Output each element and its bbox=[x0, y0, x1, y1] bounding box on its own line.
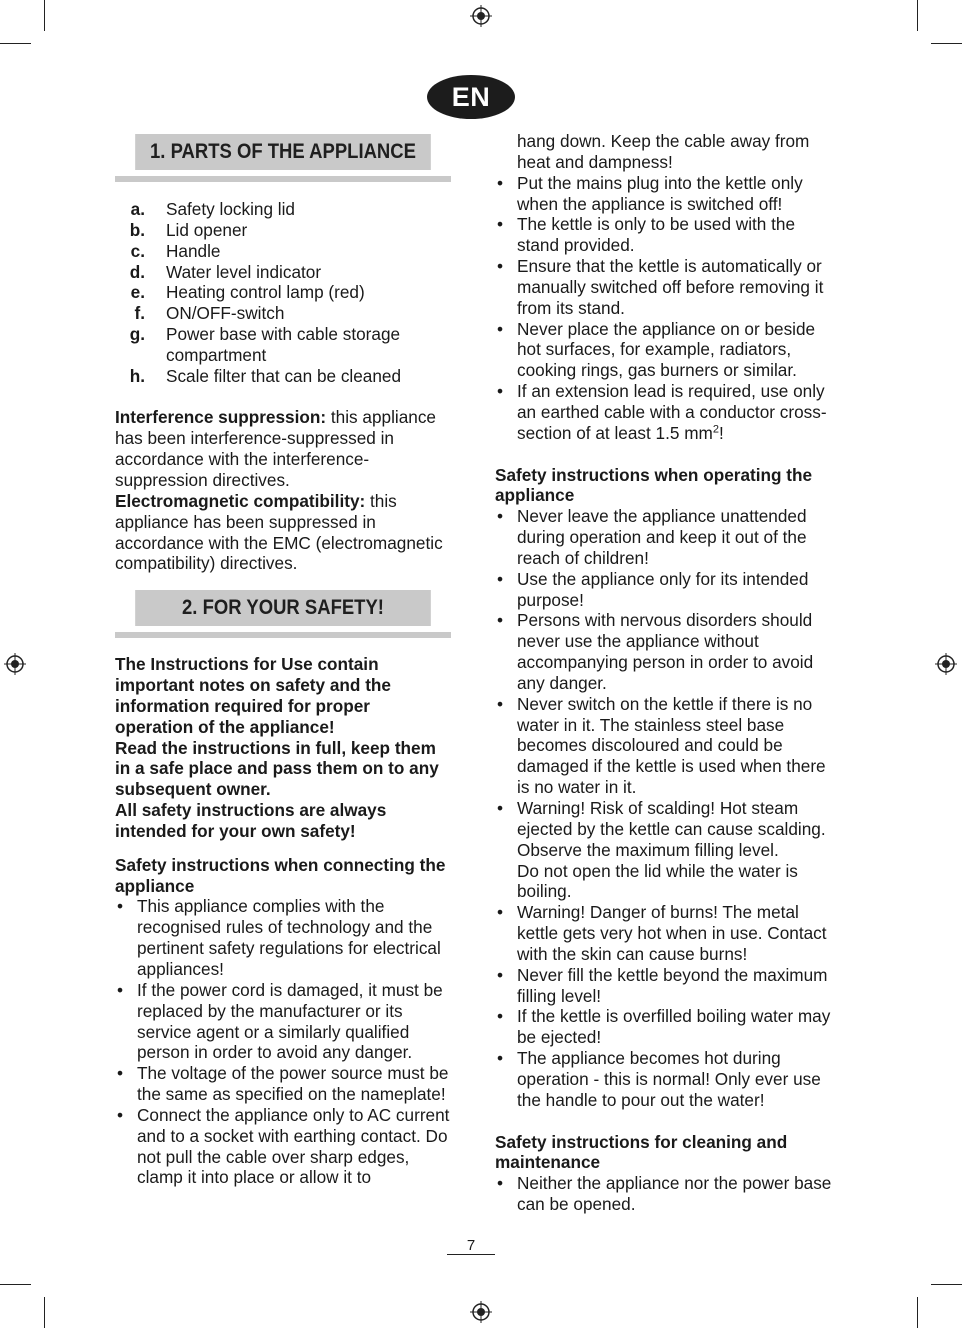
operating-heading: Safety instructions when operating the appliance bbox=[495, 464, 813, 506]
crop-mark bbox=[0, 43, 31, 44]
list-item: • Warning! Risk of scalding! Hot steam ejected by the kettle can cause scalding. Observe the maximum filling level. Do not open the lid while the water is boiling. bbox=[495, 798, 835, 902]
list-item: f. ON/OFF-switch bbox=[134, 303, 285, 324]
list-item: • Persons with nervous disorders should never use the appliance without accompanying person in order to avoid any danger. bbox=[495, 610, 835, 693]
right-column bbox=[495, 131, 835, 1215]
crop-mark bbox=[931, 1284, 962, 1285]
language-badge: EN bbox=[427, 75, 515, 119]
list-item: • The kettle is only to be used with the stand provided. bbox=[495, 214, 835, 256]
crop-mark bbox=[931, 43, 962, 44]
registration-mark-icon bbox=[4, 653, 26, 675]
list-item: e. Heating control lamp (red) bbox=[130, 282, 365, 303]
list-item: • Ensure that the kettle is automatically or manually switched off before removing it from its stand. bbox=[495, 256, 835, 319]
parts-list bbox=[115, 199, 451, 387]
list-item: • Never leave the appliance unattended during operation and keep it out of the reach of children! bbox=[495, 506, 835, 569]
list-item: • If an extension lead is required, use only an earthed cable with a conductor cross-section of at least 1.5 $mm^2$! bbox=[495, 381, 835, 444]
connecting-list-continued bbox=[495, 173, 835, 444]
list-item: a. Safety locking lid bbox=[130, 199, 295, 219]
intro-paragraph: Read the instructions in full, keep them in a safe place and pass them on to any subsequent owner. bbox=[115, 737, 439, 800]
intro-paragraph: The Instructions for Use contain important notes on safety and the information required for proper operation of the appliance! bbox=[115, 654, 391, 737]
list-item: • Put the mains plug into the kettle only when the appliance is switched off! bbox=[495, 173, 835, 215]
list-item: g. Power base with cable storage compartment bbox=[129, 324, 401, 365]
operating-list bbox=[495, 506, 835, 1110]
list-item: • The appliance becomes hot during operation - this is normal! Only ever use the handle to pour out the water! bbox=[495, 1048, 835, 1111]
registration-mark-icon bbox=[935, 653, 957, 675]
list-item: • This appliance complies with the recognised rules of technology and the pertinent safety regulations for electrical appliances! bbox=[115, 896, 451, 979]
list-item: • Use the appliance only for its intended purpose! bbox=[495, 569, 835, 611]
list-item: • Never place the appliance on or beside hot surfaces, for example, radiators, cooking rings, gas burners or similar. bbox=[495, 319, 835, 382]
list-item: • Neither the appliance nor the power base can be opened. bbox=[495, 1173, 835, 1215]
list-item: • If the kettle is overfilled boiling water may be ejected! bbox=[495, 1006, 835, 1048]
left-column bbox=[115, 134, 451, 1188]
crop-mark bbox=[917, 1297, 918, 1328]
continued-text: hang down. Keep the cable away from heat and dampness! bbox=[517, 131, 810, 172]
list-item: • If the power cord is damaged, it must be replaced by the manufacturer or its service agent or a similarly qualified person in order to avoid any danger. bbox=[115, 980, 451, 1063]
page-number: 7 bbox=[466, 1237, 476, 1254]
list-item: • The voltage of the power source must be the same as specified on the nameplate! bbox=[115, 1063, 451, 1105]
crop-mark bbox=[44, 1297, 45, 1328]
list-item: c. Handle bbox=[130, 240, 221, 261]
cleaning-list bbox=[495, 1173, 835, 1215]
page-number-underline bbox=[447, 1254, 495, 1255]
list-item: d. Water level indicator bbox=[129, 261, 322, 282]
list-item: h. Scale filter that can be cleaned bbox=[129, 365, 402, 386]
registration-mark-icon bbox=[470, 1301, 492, 1323]
list-item: • Never switch on the kettle if there is no water in it. The stainless steel base becomes discoloured and could be damaged if the kettle is used when there is no water in it. bbox=[495, 694, 835, 798]
connecting-list bbox=[115, 896, 451, 1188]
section-divider bbox=[115, 176, 451, 182]
section-2-title: 2. FOR YOUR SAFETY! bbox=[135, 590, 431, 626]
section-1-title: 1. PARTS OF THE APPLIANCE bbox=[135, 134, 431, 170]
list-item: • Never fill the kettle beyond the maximum filling level! bbox=[495, 965, 835, 1007]
list-item: b. Lid opener bbox=[129, 219, 248, 240]
crop-mark bbox=[917, 0, 918, 31]
list-item: • Connect the appliance only to AC current and to a socket with earthing contact. Do not pull the cable over sharp edges, clamp it into place or allow it to bbox=[115, 1105, 451, 1188]
list-item: • Warning! Danger of burns! The metal kettle gets very hot when in use. Contact with the skin can cause burns! bbox=[495, 902, 835, 965]
cleaning-heading: Safety instructions for cleaning and maintenance bbox=[495, 1131, 788, 1173]
intro-paragraph: All safety instructions are always intended for your own safety! bbox=[115, 800, 387, 841]
crop-mark bbox=[0, 1284, 31, 1285]
emc-paragraph: Electromagnetic compatibility: this appliance has been suppressed in accordance with the EMC (electromagnetic compatibility) directives. bbox=[115, 490, 443, 574]
registration-mark-icon bbox=[470, 5, 492, 27]
connecting-heading: Safety instructions when connecting the appliance bbox=[115, 854, 446, 896]
interference-paragraph: Interference suppression: this appliance has been interference-suppressed in accordance with the interference-suppression directives. bbox=[115, 407, 436, 490]
crop-mark bbox=[44, 0, 45, 31]
